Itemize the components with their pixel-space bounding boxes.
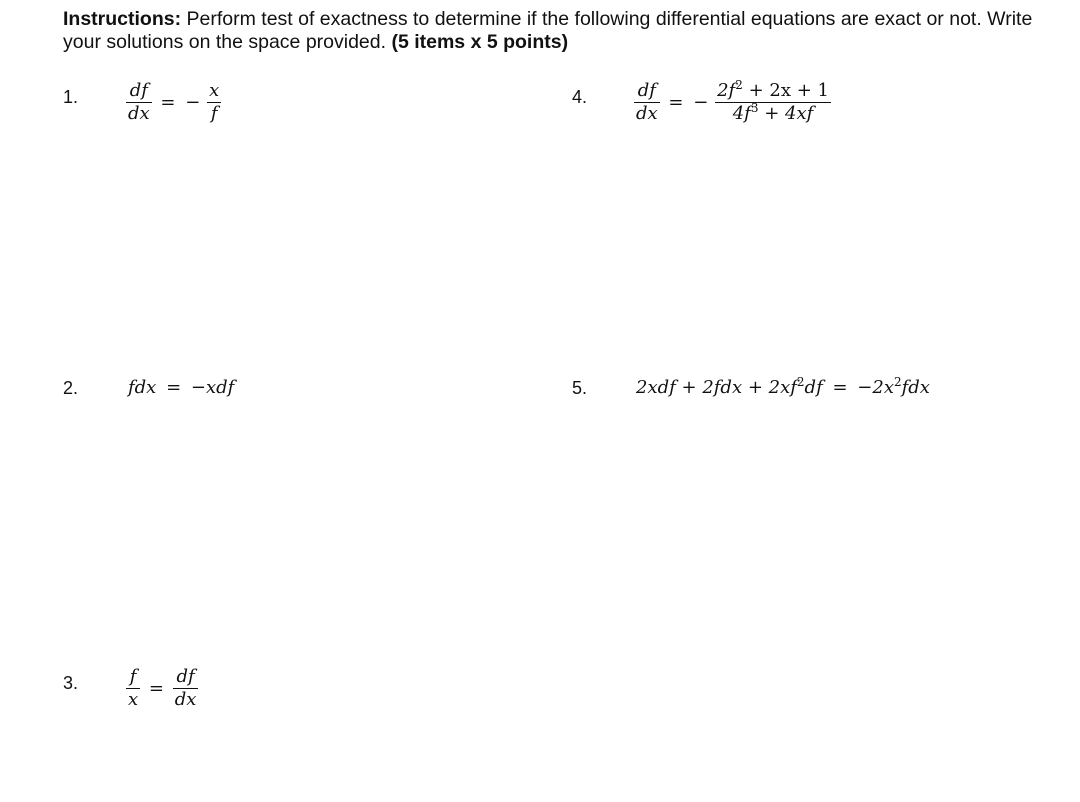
equation-1 bbox=[126, 80, 221, 125]
fraction-numerator: f bbox=[126, 666, 140, 689]
fraction-numerator: x bbox=[209, 80, 220, 101]
item-number-3: 3. bbox=[63, 673, 79, 693]
exponent: 2 bbox=[796, 375, 805, 389]
equation-5 bbox=[636, 377, 930, 398]
item-number-1: 1. bbox=[63, 87, 79, 107]
equation-4 bbox=[634, 80, 831, 125]
instructions-paragraph bbox=[63, 8, 1073, 54]
fraction-lhs-4 bbox=[634, 80, 660, 125]
fraction-rhs-3 bbox=[173, 666, 199, 711]
fraction-denominator: dx bbox=[128, 103, 150, 124]
equals-sign: = bbox=[668, 92, 684, 113]
equation-3 bbox=[126, 666, 198, 711]
item-number-4: 4. bbox=[572, 87, 588, 107]
equals-sign: = bbox=[832, 377, 848, 398]
instructions-label: Instructions: bbox=[63, 8, 182, 30]
fraction-denominator: dx bbox=[636, 103, 658, 124]
fraction-rhs-1 bbox=[207, 80, 221, 125]
expression-term-1: 2xdf + 2fdx + 2xf bbox=[636, 377, 797, 398]
expression-term-3: −2x bbox=[857, 377, 894, 398]
item-number-5: 5. bbox=[572, 378, 588, 398]
fraction-denominator: dx bbox=[174, 689, 197, 710]
expression-term-4: fdx bbox=[901, 377, 930, 398]
instructions-points: (5 items x 5 points) bbox=[391, 31, 569, 53]
item-number-2: 2. bbox=[63, 378, 79, 398]
equals-sign: = bbox=[160, 92, 176, 113]
fraction-numerator: df bbox=[634, 80, 660, 103]
exponent: 2 bbox=[893, 375, 902, 389]
fraction-denominator: f bbox=[210, 103, 218, 124]
expression-rhs: −xdf bbox=[190, 377, 235, 398]
instructions-text: Perform test of exactness to determine if the following differential equations are exact or not. Write your solutions on the space provided. bbox=[63, 8, 1033, 53]
minus-sign: − bbox=[693, 92, 709, 113]
expression-lhs: fdx bbox=[128, 377, 157, 398]
fraction-rhs-4 bbox=[715, 80, 831, 125]
fraction-lhs-1 bbox=[126, 80, 152, 125]
fraction-denominator: $4f^3 + 4xf$ bbox=[732, 101, 814, 124]
fraction-numerator: df bbox=[126, 80, 152, 103]
equals-sign: = bbox=[166, 377, 182, 398]
minus-sign: − bbox=[185, 92, 201, 113]
fraction-lhs-3 bbox=[126, 666, 140, 711]
equation-2 bbox=[128, 377, 234, 398]
fraction-denominator: x bbox=[128, 689, 139, 710]
equals-sign: = bbox=[148, 678, 164, 699]
fraction-numerator: $2f^2 + 2x + 1$ bbox=[717, 78, 829, 101]
fraction-numerator: df bbox=[173, 666, 199, 689]
expression-term-2: df bbox=[804, 377, 823, 398]
